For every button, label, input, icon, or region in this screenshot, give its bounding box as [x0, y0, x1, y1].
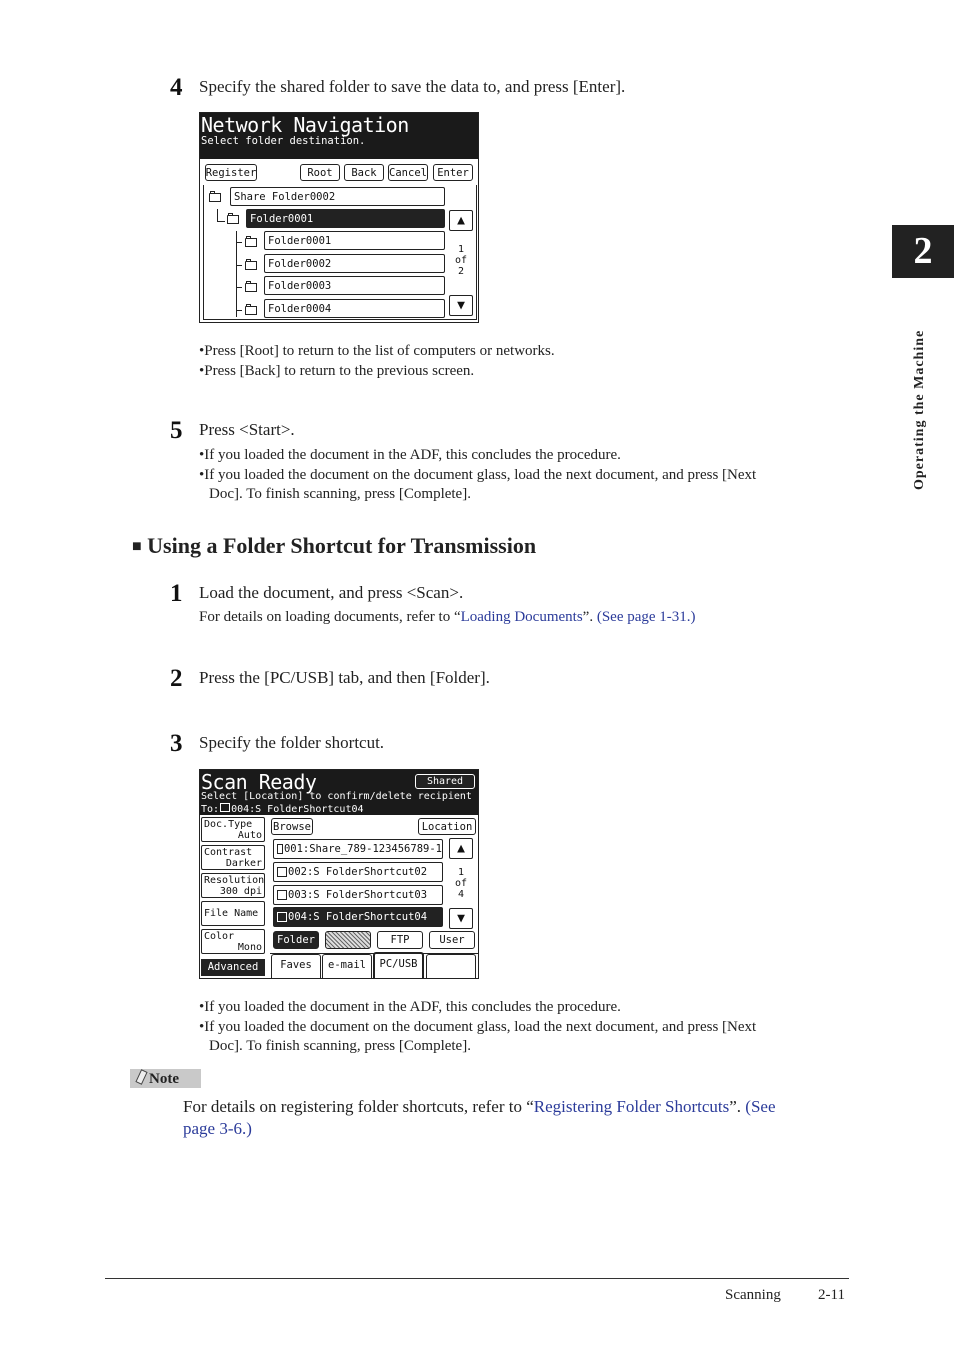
folder-icon: [227, 215, 239, 224]
bullet-item-continued: Doc]. To finish scanning, press [Complete].: [209, 1038, 471, 1054]
step-number: 2: [170, 665, 183, 692]
step-number: 1: [170, 580, 183, 607]
step-number: 4: [170, 74, 183, 101]
page-reference-link[interactable]: page 3-6.): [183, 1119, 252, 1138]
footer-section: Scanning: [725, 1287, 781, 1303]
section-heading: ■ Using a Folder Shortcut for Transmission: [132, 533, 537, 558]
back-button[interactable]: Back: [344, 164, 384, 181]
scroll-down-icon[interactable]: ▼: [449, 295, 473, 316]
doc-type-button[interactable]: Doc.Type Auto: [201, 817, 265, 842]
network-navigation-screen: [199, 112, 479, 323]
pencil-icon: [135, 1069, 147, 1085]
resolution-button[interactable]: Resolution 300 dpi: [201, 873, 265, 898]
tab-email[interactable]: e-mail: [322, 954, 372, 978]
ftp-button[interactable]: FTP: [377, 931, 423, 949]
page-indicator: 1 of 4: [454, 867, 468, 900]
folder-entry[interactable]: Folder0003: [264, 276, 445, 295]
note-text: For details on registering folder shortcuts, refer to “Registering Folder Shortcuts”. (See page 3-6.): [183, 1097, 776, 1138]
bullet-item: •Press [Root] to return to the list of computers or networks.: [199, 343, 555, 359]
screen-subtitle: Select folder destination.: [201, 135, 366, 147]
bullet-item: •If you loaded the document in the ADF, this concludes the procedure.: [199, 447, 621, 463]
step-number: 3: [170, 730, 183, 757]
page-number: 2-11: [818, 1287, 845, 1303]
chapter-tab: 2: [892, 225, 954, 278]
step-text: Load the document, and press <Scan>.: [199, 583, 464, 602]
bullet-item: •If you loaded the document in the ADF, this concludes the procedure.: [199, 999, 621, 1015]
page-reference-link[interactable]: (See: [745, 1097, 776, 1116]
root-button[interactable]: Root: [300, 164, 340, 181]
scroll-up-icon[interactable]: ▲: [449, 838, 473, 859]
shortcut-entry[interactable]: 001:Share_789-123456789-1: [273, 839, 443, 859]
folder-shortcut-icon: [277, 912, 287, 922]
folder-button[interactable]: Folder: [273, 931, 319, 949]
bullet-item-continued: Doc]. To finish scanning, press [Complete].: [209, 486, 471, 502]
folder-shortcut-icon: [220, 803, 230, 812]
recipient-line: To: 004:S FolderShortcut04: [201, 804, 364, 815]
page-indicator: 1 of 2: [454, 244, 468, 277]
step-text: Press <Start>.: [199, 420, 295, 439]
bullet-list: [199, 446, 859, 505]
bullet-item: •Press [Back] to return to the previous screen.: [199, 362, 475, 379]
tab-disabled: [426, 954, 476, 978]
screen-title: Network Navigation: [201, 113, 409, 137]
bullet-item: •If you loaded the document on the document glass, load the next document, and press [Next: [199, 466, 757, 483]
bullet-list: [199, 998, 859, 1057]
share-folder-entry[interactable]: Share Folder0002: [230, 187, 445, 206]
step-text: Specify the shared folder to save the data to, and press [Enter].: [199, 77, 626, 96]
screen-header: [200, 113, 478, 159]
square-bullet-icon: ■: [132, 538, 142, 555]
tab-faves[interactable]: Faves: [271, 954, 321, 978]
step-number: 5: [170, 417, 183, 444]
screen-instruction: Select [Location] to confirm/delete recipient: [201, 791, 472, 802]
folder-shortcut-icon: [277, 867, 287, 877]
screen-header: [200, 770, 478, 815]
page-reference-link[interactable]: (See page 1-31.): [596, 609, 696, 625]
scroll-down-icon[interactable]: ▼: [449, 908, 473, 929]
current-folder-entry[interactable]: Folder0001: [246, 209, 445, 228]
step-text: Press the [PC/USB] tab, and then [Folder].: [199, 668, 490, 687]
shortcut-entry[interactable]: 003:S FolderShortcut03: [273, 885, 443, 905]
advanced-button[interactable]: Advanced: [201, 959, 265, 976]
folder-icon: [245, 261, 257, 270]
browse-button[interactable]: Browse: [271, 818, 313, 835]
note-label: Note: [130, 1069, 201, 1088]
folder-shortcut-icon: [277, 844, 283, 854]
folder-icon: [209, 193, 221, 202]
tab-pc-usb[interactable]: PC/USB: [373, 952, 424, 978]
folder-icon: [245, 283, 257, 292]
color-button[interactable]: Color Mono: [201, 929, 265, 954]
shortcut-entry-selected[interactable]: 004:S FolderShortcut04: [273, 907, 443, 927]
cancel-button[interactable]: Cancel: [388, 164, 428, 181]
screen-title: Scan Ready: [201, 770, 317, 794]
user-button[interactable]: User: [429, 931, 475, 949]
enter-button[interactable]: Enter: [433, 164, 473, 181]
contrast-button[interactable]: Contrast Darker: [201, 845, 265, 870]
folder-icon: [245, 306, 257, 315]
location-button[interactable]: Location: [418, 818, 476, 835]
loading-documents-link[interactable]: Loading Documents: [460, 609, 583, 625]
step-detail: For details on loading documents, refer to “Loading Documents”. (See page 1-31.): [199, 609, 696, 625]
step-text: Specify the folder shortcut.: [199, 733, 385, 752]
folder-entry[interactable]: Folder0001: [264, 231, 445, 250]
file-name-button[interactable]: File Name: [201, 901, 265, 926]
registering-folder-shortcuts-link[interactable]: Registering Folder Shortcuts: [533, 1097, 730, 1116]
chapter-title: Operating the Machine: [912, 329, 927, 490]
footer-rule: [105, 1278, 849, 1279]
scroll-up-icon[interactable]: ▲: [449, 210, 473, 231]
folder-icon: [245, 238, 257, 247]
folder-entry[interactable]: Folder0004: [264, 299, 445, 318]
bullet-item: •If you loaded the document on the document glass, load the next document, and press [Next: [199, 1018, 757, 1035]
register-button[interactable]: Register: [205, 164, 257, 181]
shortcut-entry[interactable]: 002:S FolderShortcut02: [273, 862, 443, 882]
bullet-list: [199, 342, 555, 381]
folder-shortcut-icon: [277, 890, 287, 900]
folder-entry[interactable]: Folder0002: [264, 254, 445, 273]
disabled-button: [325, 931, 371, 949]
shared-badge[interactable]: Shared: [415, 774, 475, 789]
scan-ready-screen: [199, 769, 479, 979]
